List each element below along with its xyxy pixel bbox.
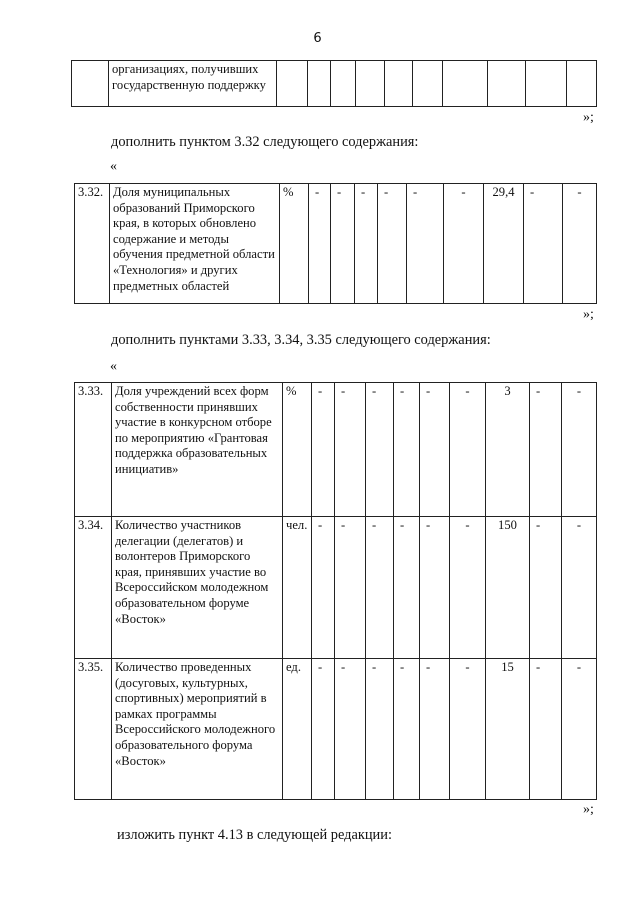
cell-indicator: Доля муниципальных образований Приморского края, в которых обновлено содержание и методы обучения предметной области «Технология» и других предметных областей bbox=[110, 184, 280, 304]
cell-value: - bbox=[366, 517, 394, 659]
cell-unit: % bbox=[280, 184, 309, 304]
opening-quote: « bbox=[110, 159, 117, 174]
closing-quote: »; bbox=[583, 110, 594, 125]
cell-value: - bbox=[394, 659, 420, 800]
cell bbox=[277, 61, 308, 107]
cell-num: 3.33. bbox=[75, 383, 112, 517]
cell-value: - bbox=[420, 517, 450, 659]
opening-quote: « bbox=[110, 359, 117, 374]
cell-value: - bbox=[312, 517, 335, 659]
cell-value: - bbox=[335, 659, 366, 800]
cell-value: - bbox=[366, 383, 394, 517]
page-number: 6 bbox=[313, 31, 322, 46]
cell-indicator: организациях, получивших государственную поддержку bbox=[109, 61, 277, 107]
cell-value: - bbox=[378, 184, 407, 304]
cell-value: - bbox=[563, 184, 597, 304]
cell-indicator: Количество участников делегации (делегатов) и волонтеров Приморского края, принявших участие во Всероссийском молодежном образовательном форуме «Восток» bbox=[112, 517, 283, 659]
cell-value: - bbox=[312, 383, 335, 517]
cell-value: - bbox=[530, 517, 562, 659]
cell bbox=[308, 61, 331, 107]
cell-indicator: Доля учреждений всех форм собственности принявших участие в конкурсном отборе по мероприятию «Грантовая поддержка образовательных инициатив» bbox=[112, 383, 283, 517]
cell-value: - bbox=[450, 383, 486, 517]
cell bbox=[413, 61, 443, 107]
cell-value: - bbox=[420, 383, 450, 517]
cell-value: - bbox=[309, 184, 331, 304]
cell bbox=[567, 61, 597, 107]
cell-value: - bbox=[530, 659, 562, 800]
cell-value: 150 bbox=[486, 517, 530, 659]
cell-value: - bbox=[450, 517, 486, 659]
cell-unit: ед. bbox=[283, 659, 312, 800]
cell bbox=[526, 61, 567, 107]
closing-quote: »; bbox=[583, 307, 594, 322]
cell-value: - bbox=[394, 383, 420, 517]
cell-value: - bbox=[562, 659, 597, 800]
cell-value: 15 bbox=[486, 659, 530, 800]
cell-value: - bbox=[335, 383, 366, 517]
table-row bbox=[75, 184, 597, 304]
cell-num: 3.35. bbox=[75, 659, 112, 800]
cell-num: 3.32. bbox=[75, 184, 110, 304]
table-row bbox=[72, 61, 597, 107]
cell-value: - bbox=[312, 659, 335, 800]
paragraph-3-32: дополнить пунктом 3.32 следующего содержания: bbox=[111, 134, 419, 150]
table-continuation bbox=[71, 60, 597, 107]
cell-value: - bbox=[355, 184, 378, 304]
cell-value: - bbox=[450, 659, 486, 800]
cell-value: - bbox=[562, 517, 597, 659]
closing-quote: »; bbox=[583, 802, 594, 817]
paragraph-4-13: изложить пункт 4.13 в следующей редакции: bbox=[117, 827, 392, 843]
cell-value: - bbox=[331, 184, 355, 304]
cell-value: - bbox=[335, 517, 366, 659]
cell-num: 3.34. bbox=[75, 517, 112, 659]
cell-unit: % bbox=[283, 383, 312, 517]
table-3-33-3-35 bbox=[74, 382, 597, 800]
cell-value: - bbox=[530, 383, 562, 517]
paragraph-3-33-3-35: дополнить пунктами 3.33, 3.34, 3.35 следующего содержания: bbox=[111, 332, 491, 348]
cell-num bbox=[72, 61, 109, 107]
cell bbox=[356, 61, 385, 107]
table-row bbox=[75, 383, 597, 517]
cell bbox=[443, 61, 488, 107]
table-3-32 bbox=[74, 183, 597, 304]
cell-value: - bbox=[562, 383, 597, 517]
cell-value: 29,4 bbox=[484, 184, 524, 304]
cell-value: - bbox=[444, 184, 484, 304]
cell-value: - bbox=[394, 517, 420, 659]
table-row bbox=[75, 659, 597, 800]
cell-value: 3 bbox=[486, 383, 530, 517]
cell bbox=[331, 61, 356, 107]
cell-value: - bbox=[407, 184, 444, 304]
cell-indicator: Количество проведенных (досуговых, культурных, спортивных) мероприятий в рамках программы Всероссийского молодежного образовательного форума «Восток» bbox=[112, 659, 283, 800]
cell-value: - bbox=[524, 184, 563, 304]
cell bbox=[488, 61, 526, 107]
table-row bbox=[75, 517, 597, 659]
cell bbox=[385, 61, 413, 107]
cell-value: - bbox=[420, 659, 450, 800]
cell-unit: чел. bbox=[283, 517, 312, 659]
cell-value: - bbox=[366, 659, 394, 800]
